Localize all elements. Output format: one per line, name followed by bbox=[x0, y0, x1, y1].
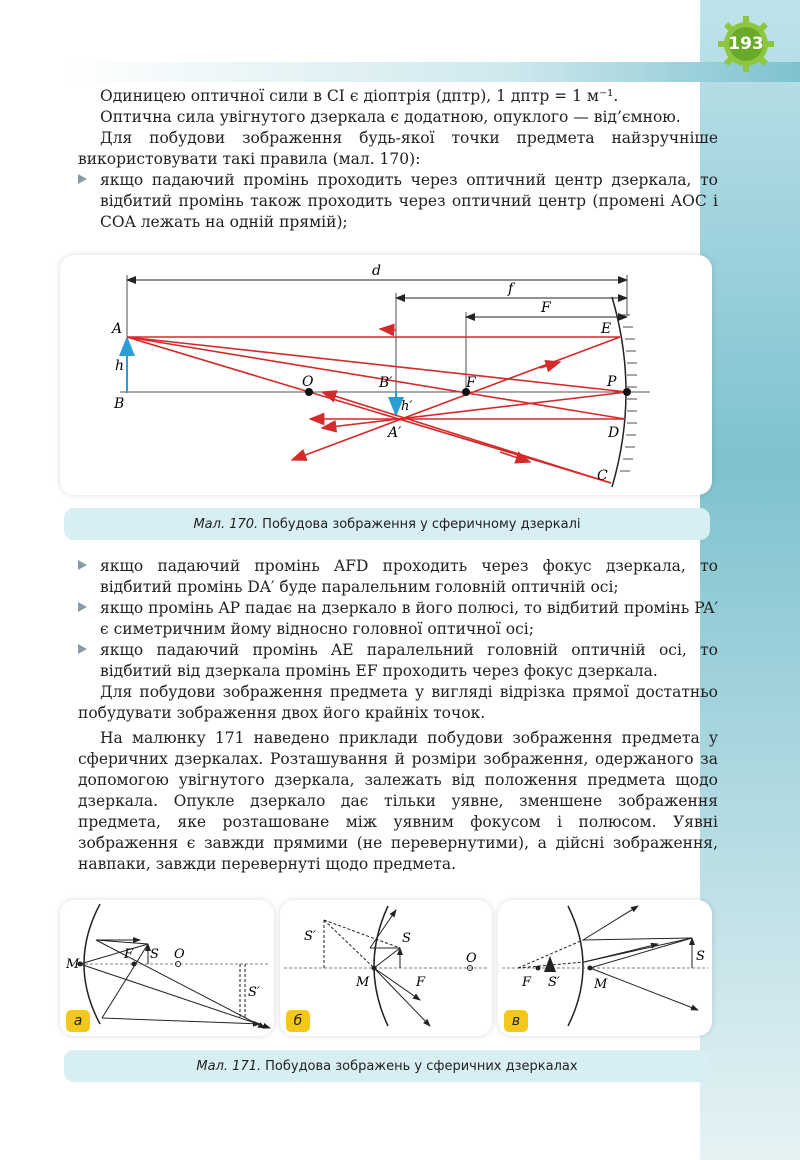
label-S-prime: S′ bbox=[248, 985, 260, 1000]
label-S: S bbox=[696, 949, 705, 964]
label-S-prime: S′ bbox=[548, 975, 560, 990]
top-text bbox=[78, 86, 718, 233]
list-item-text: якщо падаючий промінь AFD проходить через фокус дзеркала, то відбитий промінь DA′ буде паралельним головній оптичній осі; bbox=[100, 557, 718, 596]
label-O: O bbox=[466, 951, 477, 966]
label-f: f bbox=[508, 281, 514, 297]
list-item bbox=[78, 598, 718, 640]
tag-a: а bbox=[66, 1010, 90, 1032]
label-P: P bbox=[607, 374, 617, 390]
label-B: B bbox=[114, 396, 125, 412]
label-S: S bbox=[150, 947, 159, 962]
label-O: O bbox=[302, 374, 314, 390]
label-M: M bbox=[66, 957, 80, 972]
label-d: d bbox=[372, 263, 381, 279]
list-item bbox=[78, 640, 718, 682]
paragraph: На малюнку 171 наведено приклади побудови зображення предмета у сферичних дзеркалах. Розташування й розміри зображення, одержаного за допомогою увігнутого дзеркала, залежать від положення предмета щодо дзеркала. Опукле дзеркало дає тільки уявне, зменшене зображення предмета, яке розташоване між уявним фокусом і полюсом. Уявні зображення є завжди прямими (не перевернутими), а дійсні зображення, навпаки, завжди перевернуті щодо предмета. bbox=[78, 729, 718, 873]
list-item bbox=[78, 556, 718, 598]
bullet-icon bbox=[78, 602, 87, 612]
label-A-prime: A′ bbox=[388, 425, 402, 441]
label-M: M bbox=[594, 977, 608, 992]
label-F: F bbox=[466, 375, 476, 391]
label-F: F bbox=[124, 947, 134, 962]
label-F: F bbox=[522, 975, 532, 990]
label-F-dim: F bbox=[541, 300, 551, 316]
paragraph: Для побудови зображення будь-якої точки предмета найзручніше використовувати такі правила (мал. 170): bbox=[78, 129, 718, 168]
figure-171-b-diagram bbox=[280, 900, 492, 1036]
bottom-text bbox=[78, 556, 718, 875]
list-item bbox=[78, 170, 718, 233]
caption-number: Мал. 171. bbox=[196, 1058, 262, 1074]
list-item-text: якщо промінь AP падає на дзеркало в його полюсі, то відбитий промінь PA′ є симетричним йому відносно головної оптичної осі; bbox=[100, 599, 718, 638]
page-number: 193 bbox=[728, 34, 764, 54]
paragraph: Для побудови зображення предмета у вигляді відрізка прямої достатньо побудувати зображення двох його крайніх точок. bbox=[78, 683, 718, 722]
label-C: C bbox=[597, 468, 608, 484]
figure-170 bbox=[60, 255, 712, 495]
tag-c: в bbox=[504, 1010, 528, 1032]
tag-b: б bbox=[286, 1010, 310, 1032]
paragraph: Оптична сила увігнутого дзеркала є додатною, опуклого — від’ємною. bbox=[100, 108, 681, 126]
label-B-prime: B′ bbox=[379, 375, 393, 391]
figure-171-b bbox=[280, 900, 492, 1036]
label-D: D bbox=[608, 425, 620, 441]
rays bbox=[127, 329, 627, 483]
label-h: h bbox=[115, 358, 125, 374]
list-item-text: якщо падаючий промінь проходить через оптичний центр дзеркала, то відбитий промінь також проходить через оптичний центр (промені AOC і COA лежать на одній прямій); bbox=[100, 171, 718, 231]
figure-171-caption bbox=[64, 1050, 710, 1082]
bullet-icon bbox=[78, 174, 87, 184]
paragraph: Одиницею оптичної сили в СІ є діоптрія (дптр), 1 дптр = 1 м⁻¹. bbox=[100, 87, 619, 105]
bullet-icon bbox=[78, 644, 87, 654]
label-M: M bbox=[356, 975, 370, 990]
figure-171-c-diagram bbox=[498, 900, 712, 1036]
caption-number: Мал. 170. bbox=[193, 516, 259, 532]
label-S: S bbox=[402, 931, 411, 946]
list-item-text: якщо падаючий промінь AE паралельний головній оптичній осі, то відбитий від дзеркала промінь EF проходить через фокус дзеркала. bbox=[100, 641, 718, 680]
label-O: O bbox=[174, 947, 185, 962]
label-S-prime: S′ bbox=[304, 929, 316, 944]
caption-text: Побудова зображень у сферичних дзеркалах bbox=[265, 1058, 578, 1074]
label-E: E bbox=[601, 321, 612, 337]
page-decor-top bbox=[60, 62, 800, 82]
caption-text: Побудова зображення у сферичному дзеркалі bbox=[262, 516, 581, 532]
label-h-prime: h′ bbox=[401, 399, 413, 414]
page-number-badge bbox=[716, 14, 776, 74]
label-F: F bbox=[416, 975, 426, 990]
figure-170-diagram bbox=[60, 255, 712, 495]
figure-171-a-diagram bbox=[60, 900, 274, 1036]
figure-170-caption bbox=[64, 508, 710, 540]
figure-171-c bbox=[498, 900, 712, 1036]
figure-171-a bbox=[60, 900, 274, 1036]
label-A: A bbox=[112, 321, 123, 337]
bullet-icon bbox=[78, 560, 87, 570]
